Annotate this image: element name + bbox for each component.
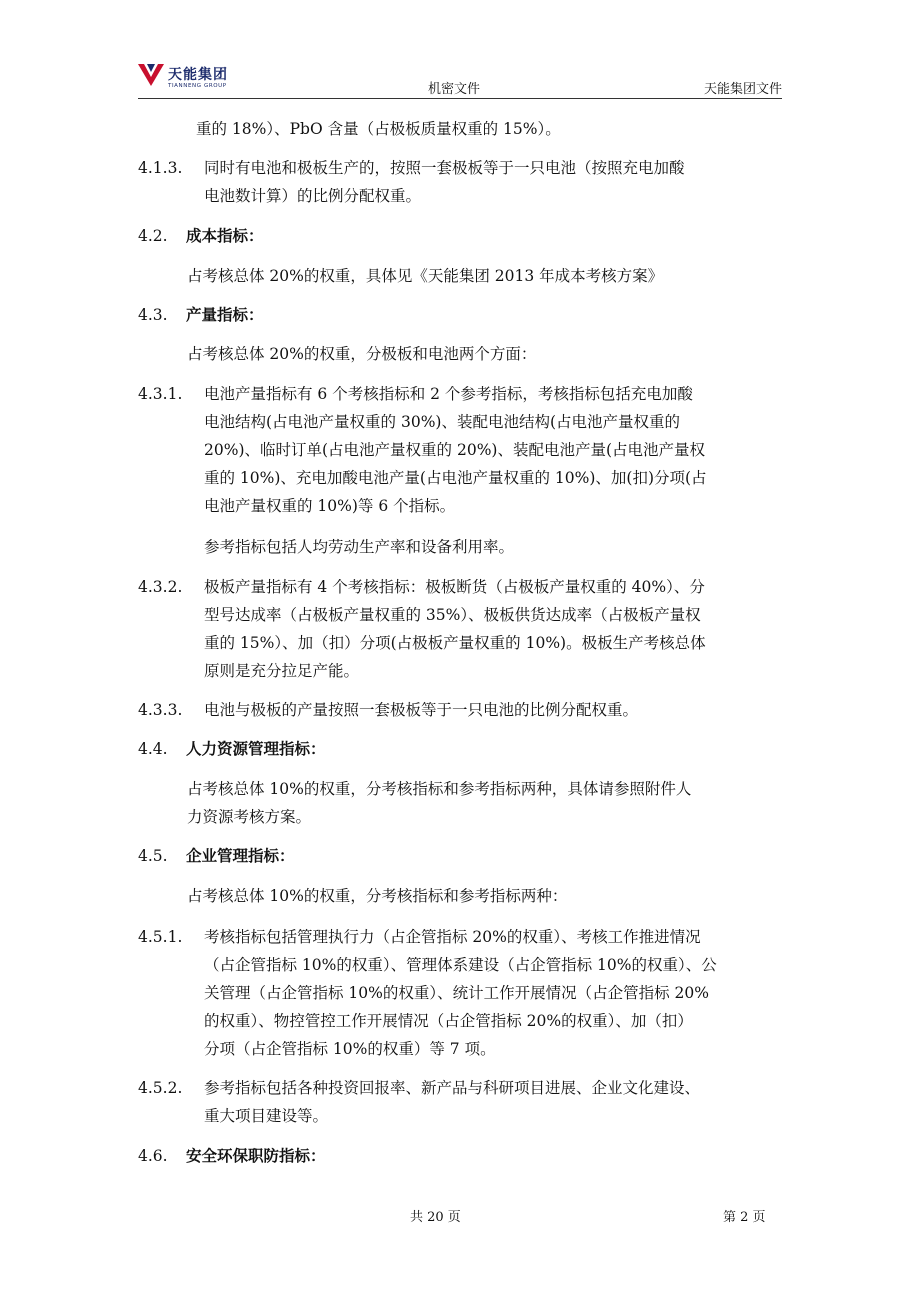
paragraph-line: （占企管指标 10%的权重）、管理体系建设（占企管指标 10%的权重）、公 (204, 956, 717, 974)
section-title: 成本指标： (186, 227, 264, 245)
section-title: 人力资源管理指标： (186, 740, 326, 758)
tianneng-logo-icon (138, 64, 164, 86)
paragraph-line: 关管理（占企管指标 10%的权重）、统计工作开展情况（占企管指标 20% (204, 984, 710, 1002)
paragraph-line: 极板产量指标有 4 个考核指标：极板断货（占极板产量权重的 40%）、分 (204, 578, 705, 596)
header-confidential-label: 机密文件 (428, 82, 481, 97)
section-title: 安全环保职防指标： (186, 1147, 326, 1165)
paragraph-line: 原则是充分拉足产能。 (204, 662, 360, 680)
paragraph-line: 占考核总体 10%的权重，分考核指标和参考指标两种： (187, 887, 568, 905)
paragraph-line: 重的 15%）、加（扣）分项(占极板产量权重的 10%)。极板生产考核总体 (204, 634, 706, 652)
paragraph-line: 电池数计算）的比例分配权重。 (204, 187, 422, 205)
section-number: 4.2. (138, 227, 168, 245)
paragraph-line: 型号达成率（占极板产量权重的 35%）、极板供货达成率（占极板产量权 (204, 606, 701, 624)
paragraph-line: 重大项目建设等。 (204, 1107, 329, 1125)
section-number: 4.5.1. (138, 928, 183, 946)
section-number: 4.3.2. (138, 578, 183, 596)
paragraph-line: 占考核总体 20%的权重，具体见《天能集团 2013 年成本考核方案》 (187, 267, 664, 285)
paragraph-line: 电池结构(占电池产量权重的 30%)、装配电池结构(占电池产量权重的 (204, 413, 681, 431)
section-number: 4.6. (138, 1147, 168, 1165)
paragraph-line: 参考指标包括人均劳动生产率和设备利用率。 (204, 538, 515, 556)
paragraph-line: 考核指标包括管理执行力（占企管指标 20%的权重）、考核工作推进情况 (204, 928, 701, 946)
section-number: 4.3. (138, 306, 168, 324)
paragraph-line: 电池与极板的产量按照一套极板等于一只电池的比例分配权重。 (204, 701, 639, 719)
footer-total-pages: 共 20 页 (410, 1210, 461, 1225)
paragraph-line: 分项（占企管指标 10%的权重）等 7 项。 (204, 1040, 496, 1058)
paragraph-line: 重的 10%)、充电加酸电池产量(占电池产量权重的 10%)、加(扣)分项(占 (204, 469, 707, 487)
footer-page-number: 第 2 页 (723, 1210, 766, 1225)
paragraph-line: 力资源考核方案。 (187, 808, 312, 826)
continuation-line: 重的 18%）、PbO 含量（占极板质量权重的 15%）。 (196, 120, 561, 138)
paragraph-line: 电池产量权重的 10%)等 6 个指标。 (204, 497, 456, 515)
paragraph-line: 电池产量指标有 6 个考核指标和 2 个参考指标，考核指标包括充电加酸 (204, 385, 693, 403)
logo-text-en: TIANNENG GROUP (168, 83, 227, 89)
paragraph-line: 的权重）、物控管控工作开展情况（占企管指标 20%的权重）、加（扣） (204, 1012, 693, 1030)
page-header (138, 58, 782, 99)
header-doc-label: 天能集团文件 (703, 82, 782, 97)
section-number: 4.5. (138, 847, 168, 865)
paragraph-line: 同时有电池和极板生产的，按照一套极板等于一只电池（按照充电加酸 (204, 159, 685, 177)
section-number: 4.3.3. (138, 701, 183, 719)
paragraph-line: 占考核总体 10%的权重，分考核指标和参考指标两种，具体请参照附件人 (187, 780, 692, 798)
section-title: 产量指标： (186, 306, 264, 324)
logo-text-cn: 天能集团 (168, 67, 228, 83)
company-logo (138, 62, 268, 92)
paragraph-line: 20%)、临时订单(占电池产量权重的 20%)、装配电池产量(占电池产量权 (204, 441, 706, 459)
paragraph-line: 占考核总体 20%的权重，分极板和电池两个方面： (187, 345, 537, 363)
section-number: 4.1.3. (138, 159, 183, 177)
section-number: 4.4. (138, 740, 168, 758)
section-number: 4.5.2. (138, 1079, 183, 1097)
paragraph-line: 参考指标包括各种投资回报率、新产品与科研项目进展、企业文化建设、 (204, 1079, 701, 1097)
section-number: 4.3.1. (138, 385, 183, 403)
section-title: 企业管理指标： (186, 847, 295, 865)
